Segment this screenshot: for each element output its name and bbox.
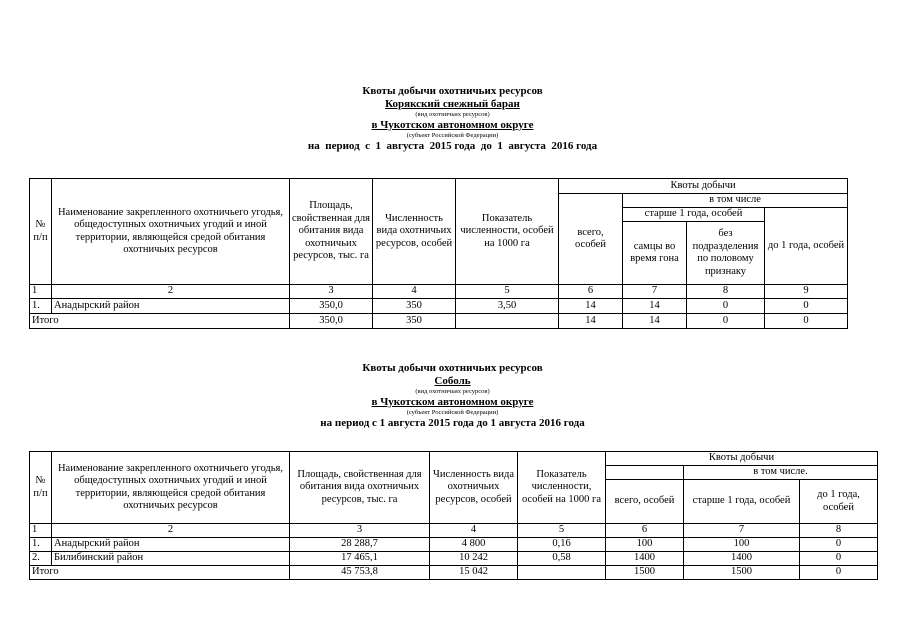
colnum: 9 (765, 285, 848, 299)
row-nosex: 0 (687, 299, 765, 314)
header-territory: Наименование закрепленного охотничьего угодья, общедоступных охотничьих угодий и иной территории, являющейся средой обитания охотничьих ресурсов (52, 452, 290, 524)
total-population: 15 042 (430, 566, 518, 580)
row-indicator: 0,58 (518, 552, 606, 566)
row-under1: 0 (800, 552, 878, 566)
row-indicator: 3,50 (456, 299, 559, 314)
header-indicator: Показатель численности, особей на 1000 га (456, 179, 559, 285)
row-total: 1400 (606, 552, 684, 566)
row-under1: 0 (765, 299, 848, 314)
total-population: 350 (373, 314, 456, 329)
table-row (30, 552, 878, 566)
doc2-header (0, 362, 905, 430)
doc1-header (0, 85, 905, 153)
row-num: 2. (30, 552, 52, 566)
colnum: 8 (687, 285, 765, 299)
header-under1: до 1 года, особей (765, 208, 848, 285)
row-males: 14 (623, 299, 687, 314)
total-indicator (518, 566, 606, 580)
doc2-species: Соболь (434, 375, 471, 387)
header-older: старше 1 года, особей (684, 480, 800, 524)
colnum: 3 (290, 524, 430, 538)
colnum: 1 (30, 524, 52, 538)
total-row (30, 566, 878, 580)
total-older: 1500 (684, 566, 800, 580)
column-numbers-row (30, 285, 848, 299)
row-older: 1400 (684, 552, 800, 566)
colnum: 1 (30, 285, 52, 299)
row-num: 1. (30, 299, 52, 314)
row-name: Анадырский район (52, 538, 290, 552)
total-indicator (456, 314, 559, 329)
column-numbers-row (30, 524, 878, 538)
doc2-region-note: (субъект Российской Федерации) (406, 409, 499, 416)
total-total: 14 (559, 314, 623, 329)
total-area: 350,0 (290, 314, 373, 329)
header-including: в том числе. (684, 466, 878, 480)
row-name: Билибинский район (52, 552, 290, 566)
row-total: 14 (559, 299, 623, 314)
colnum: 6 (559, 285, 623, 299)
colnum: 6 (606, 524, 684, 538)
row-under1: 0 (800, 538, 878, 552)
colnum: 5 (456, 285, 559, 299)
total-total: 1500 (606, 566, 684, 580)
header-quotas: Квоты добычи (606, 452, 878, 466)
header-under1: до 1 года, особей (800, 480, 878, 524)
doc2-period: на период с 1 августа 2015 года до 1 августа 2016 года (320, 417, 585, 429)
header-territory: Наименование закрепленного охотничьего угодья, общедоступных охотничьих угодий и иной территории, являющейся средой обитания охотничьих ресурсов (52, 179, 290, 285)
header-indicator: Показатель численности, особей на 1000 га (518, 452, 606, 524)
header-no-sex: без подразделения по половому признаку (687, 222, 765, 285)
row-area: 28 288,7 (290, 538, 430, 552)
row-population: 4 800 (430, 538, 518, 552)
doc1-quota-table (29, 178, 848, 329)
total-area: 45 753,8 (290, 566, 430, 580)
header-num: № п/п (30, 179, 52, 285)
table-row (30, 299, 848, 314)
header-older: старше 1 года, особей (623, 208, 765, 222)
header-males-rut: самцы во время гона (623, 222, 687, 285)
row-older: 100 (684, 538, 800, 552)
doc2-species-note: (вид охотничьих ресурсов) (415, 388, 490, 395)
doc2-title: Квоты добычи охотничьих ресурсов (362, 362, 543, 374)
row-area: 17 465,1 (290, 552, 430, 566)
header-area: Площадь, свойственная для обитания вида охотничьих ресурсов, тыс. га (290, 179, 373, 285)
total-under1: 0 (800, 566, 878, 580)
header-num: № п/п (30, 452, 52, 524)
doc1-region: в Чукотском автономном округе (371, 119, 534, 131)
doc2-region: в Чукотском автономном округе (371, 396, 534, 408)
colnum: 4 (373, 285, 456, 299)
row-indicator: 0,16 (518, 538, 606, 552)
table-row (30, 538, 878, 552)
header-area: Площадь, свойственная для обитания вида охотничьих ресурсов, тыс. га (290, 452, 430, 524)
colnum: 7 (684, 524, 800, 538)
total-nosex: 0 (687, 314, 765, 329)
total-under1: 0 (765, 314, 848, 329)
colnum: 2 (52, 285, 290, 299)
colnum: 8 (800, 524, 878, 538)
row-area: 350,0 (290, 299, 373, 314)
doc1-period: на период с 1 августа 2015 года до 1 августа 2016 года (307, 140, 598, 152)
row-num: 1. (30, 538, 52, 552)
doc2-quota-table (29, 451, 878, 580)
colnum: 3 (290, 285, 373, 299)
colnum: 7 (623, 285, 687, 299)
doc1-region-note: (субъект Российской Федерации) (406, 132, 499, 139)
doc1-title: Квоты добычи охотничьих ресурсов (362, 85, 543, 97)
doc1-species-note: (вид охотничьих ресурсов) (415, 111, 490, 118)
header-quotas: Квоты добычи (559, 179, 848, 194)
header-including: в том числе (623, 194, 848, 208)
row-total: 100 (606, 538, 684, 552)
header-blank (606, 466, 684, 480)
header-total: всего, особей (559, 194, 623, 285)
colnum: 4 (430, 524, 518, 538)
header-total: всего, особей (606, 480, 684, 524)
doc1-species: Корякский снежный баран (385, 98, 520, 110)
total-label: Итого (30, 566, 290, 580)
row-population: 10 242 (430, 552, 518, 566)
row-population: 350 (373, 299, 456, 314)
total-row (30, 314, 848, 329)
header-population: Численность вида охотничьих ресурсов, особей (430, 452, 518, 524)
row-name: Анадырский район (52, 299, 290, 314)
header-population: Численность вида охотничьих ресурсов, особей (373, 179, 456, 285)
colnum: 2 (52, 524, 290, 538)
colnum: 5 (518, 524, 606, 538)
total-label: Итого (30, 314, 290, 329)
total-males: 14 (623, 314, 687, 329)
